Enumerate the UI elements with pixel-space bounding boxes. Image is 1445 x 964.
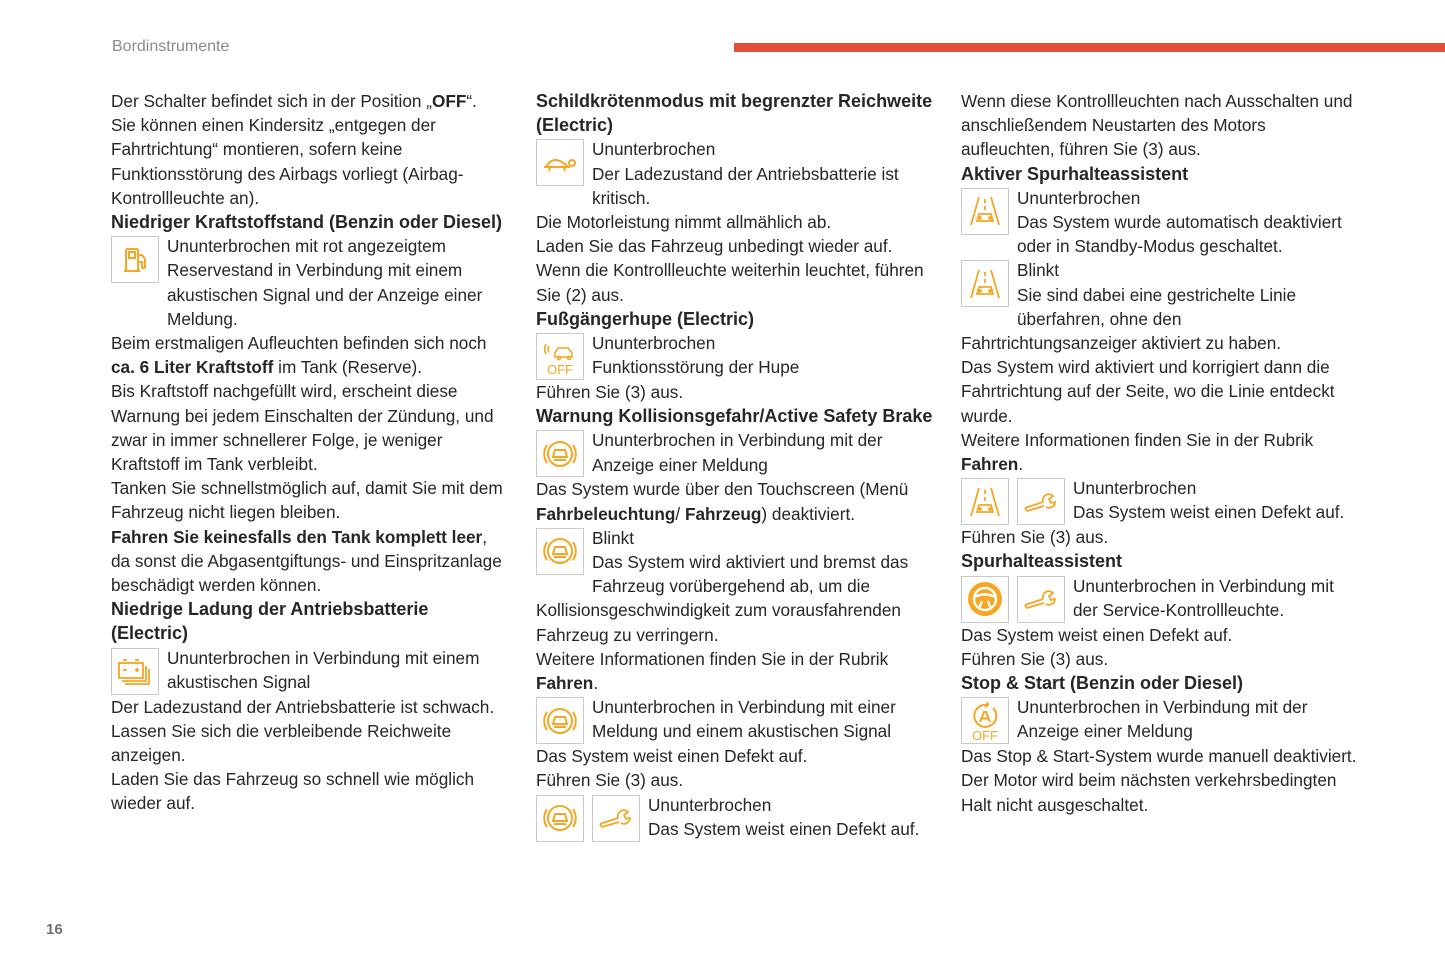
intro-paragraph: Der Schalter befindet sich in der Position „OFF“. Sie können einen Kindersitz „entgegen der Fahrtrichtung“ montieren, sofern keine Funktionsstörung des Airbags vorliegt (Airbag-Kontrollleuchte an). [111, 91, 477, 208]
collision-a-detail: Das System wurde über den Touchscreen (Menü Fahrbeleuchtung/ Fahrzeug) deaktiviert. [536, 479, 909, 524]
lka-b-description: Sie sind dabei eine gestrichelte Linie überfahren, ohne den Fahrtrichtungsanzeiger aktiviert zu haben. [961, 284, 1297, 354]
column-1 [111, 89, 506, 816]
horn-row [536, 331, 936, 380]
fuel-caution-text: Fahren Sie keinesfalls den Tank komplett leer, da sonst die Abgasentgiftungs- und Einspritzanlage beschädigt werden können. [111, 526, 502, 596]
lane-keeping-icon [961, 188, 1009, 235]
collision-row-b [536, 526, 936, 647]
service-wrench-icon [592, 795, 640, 842]
fuel-warning-text: Ununterbrochen mit rot angezeigtem Reservestand in Verbindung mit einem akustischen Signal und der Anzeige einer Meldung. [167, 236, 483, 329]
collision-row-d [536, 793, 936, 842]
stop-start-off-icon [961, 697, 1009, 744]
ss-engine-note: Der Motor wird beim nächsten verkehrsbedingten Halt nicht ausgeschaltet. [961, 770, 1337, 815]
lane-keeping-icon [961, 478, 1009, 525]
lka-row-c [961, 476, 1361, 525]
steering-wheel-icon [961, 576, 1009, 623]
ss-icon-off-label: OFF [972, 727, 998, 742]
collision-row-a [536, 428, 936, 477]
sha-text: Ununterbrochen in Verbindung mit der Service-Kontrollleuchte. [1073, 575, 1334, 620]
turtle-status: Ununterbrochen [592, 139, 716, 160]
column-3 [961, 89, 1361, 817]
service-wrench-icon [1017, 478, 1065, 525]
lka-c-action: Führen Sie (3) aus. [961, 527, 1109, 548]
collision-warning-icon [536, 430, 584, 477]
collision-a-text: Ununterbrochen in Verbindung mit der Anzeige einer Meldung [592, 430, 883, 475]
battery-warning-text: Ununterbrochen in Verbindung mit einem akustischen Signal [167, 647, 480, 692]
collision-warning-icon [536, 528, 584, 575]
collision-heading: Warnung Kollisionsgefahr/Active Safety Brake [536, 406, 933, 427]
turtle-persist-text: Wenn die Kontrollleuchte weiterhin leuchtet, führen Sie (2) aus. [536, 260, 924, 305]
battery-state-text: Der Ladezustand der Antriebsbatterie ist schwach. [111, 696, 495, 717]
page-number: 16 [46, 921, 63, 938]
lka-a-description: Das System wurde automatisch deaktiviert oder in Standby-Modus geschaltet. [1017, 212, 1342, 257]
turtle-heading: Schildkrötenmodus mit begrenzter Reichweite (Electric) [536, 91, 933, 136]
header-title: Bordinstrumente [112, 38, 230, 55]
battery-icon [111, 648, 159, 695]
collision-b-description: Das System wird aktiviert und bremst das Fahrzeug vorübergehend ab, um die Kollisionsgeschwindigkeit zum vorausfahrenden Fahrzeug zu verringern. [536, 552, 909, 645]
ss-deactivated: Das Stop & Start-System wurde manuell deaktiviert. [961, 746, 1357, 767]
turtle-description: Der Ladezustand der Antriebsbatterie ist kritisch. [592, 163, 899, 208]
lane-keeping-icon [961, 260, 1009, 307]
fuel-refill-text: Tanken Sie schnellstmöglich auf, damit Sie mit dem Fahrzeug nicht liegen bleiben. [111, 478, 503, 523]
lka-row-a [961, 186, 1361, 259]
battery-warning-row [111, 646, 506, 695]
sha-action: Führen Sie (3) aus. [961, 648, 1109, 669]
sha-row [961, 574, 1361, 623]
ss-text: Ununterbrochen in Verbindung mit der Anzeige einer Meldung [1017, 697, 1308, 742]
collision-c-defect: Das System weist einen Defekt auf. [536, 746, 808, 767]
lka-c-description: Das System weist einen Defekt auf. [1073, 502, 1345, 523]
lka-a-status: Ununterbrochen [1017, 187, 1141, 208]
collision-c-action: Führen Sie (3) aus. [536, 770, 684, 791]
collision-d-status: Ununterbrochen [648, 794, 772, 815]
fuel-heading: Niedriger Kraftstoffstand (Benzin oder Diesel) [111, 212, 503, 233]
collision-warning-icon [536, 697, 584, 744]
horn-action-text: Führen Sie (3) aus. [536, 382, 684, 403]
ss-row [961, 695, 1361, 744]
ss-heading: Stop & Start (Benzin oder Diesel) [961, 673, 1244, 694]
battery-heading: Niedrige Ladung der Antriebsbatterie (Electric) [111, 599, 429, 644]
fuel-repeat-text: Bis Kraftstoff nachgefüllt wird, erscheint diese Warnung bei jedem Einschalten der Zündung, und zwar in immer schnellerer Folge, je weniger Kraftstoff im Tank verbleibt. [111, 381, 494, 475]
fuel-pump-icon [111, 236, 159, 283]
sha-heading: Spurhalteassistent [961, 551, 1123, 572]
lka-b-more: Weitere Informationen finden Sie in der Rubrik Fahren. [961, 429, 1314, 475]
battery-range-text: Lassen Sie sich die verbleibende Reichweite anzeigen. [111, 720, 452, 766]
fuel-warning-row [111, 234, 506, 331]
collision-c-text: Ununterbrochen in Verbindung mit einer Meldung und einem akustischen Signal [592, 697, 896, 742]
lka-b-status: Blinkt [1017, 260, 1060, 281]
turtle-power-text: Die Motorleistung nimmt allmählich ab. [536, 212, 832, 233]
turtle-icon [536, 139, 584, 186]
lka-c-status: Ununterbrochen [1073, 478, 1197, 499]
horn-description: Funktionsstörung der Hupe [592, 357, 800, 378]
lka-b-activation: Das System wird aktiviert und korrigiert dann die Fahrtrichtung auf der Seite, wo die Linie entdeckt wurde. [961, 357, 1335, 426]
turtle-charge-text: Laden Sie das Fahrzeug unbedingt wieder auf. [536, 236, 893, 257]
lka-heading: Aktiver Spurhalteassistent [961, 163, 1189, 184]
turtle-row [536, 137, 936, 210]
pedestrian-horn-off-icon [536, 333, 584, 380]
horn-heading: Fußgängerhupe (Electric) [536, 308, 755, 329]
collision-b-more: Weitere Informationen finden Sie in der Rubrik Fahren. [536, 648, 889, 694]
horn-status: Ununterbrochen [592, 333, 716, 354]
lka-row-b [961, 258, 1361, 355]
horn-icon-off-label: OFF [547, 361, 573, 377]
column-2 [536, 89, 936, 842]
collision-b-status: Blinkt [592, 527, 635, 548]
header-accent-bar [734, 43, 1445, 52]
restart-paragraph: Wenn diese Kontrollleuchten nach Ausschalten und anschließendem Neustarten des Motors aufleuchten, führen Sie (3) aus. [961, 91, 1353, 160]
sha-defect: Das System weist einen Defekt auf. [961, 624, 1233, 645]
collision-row-c [536, 695, 936, 744]
battery-charge-text: Laden Sie das Fahrzeug so schnell wie möglich wieder auf. [111, 769, 475, 814]
fuel-reserve-text: Beim erstmaligen Aufleuchten befinden sich noch ca. 6 Liter Kraftstoff im Tank (Reserve). [111, 333, 487, 378]
service-wrench-icon [1017, 576, 1065, 623]
collision-d-description: Das System weist einen Defekt auf. [648, 818, 920, 839]
collision-warning-icon [536, 795, 584, 842]
